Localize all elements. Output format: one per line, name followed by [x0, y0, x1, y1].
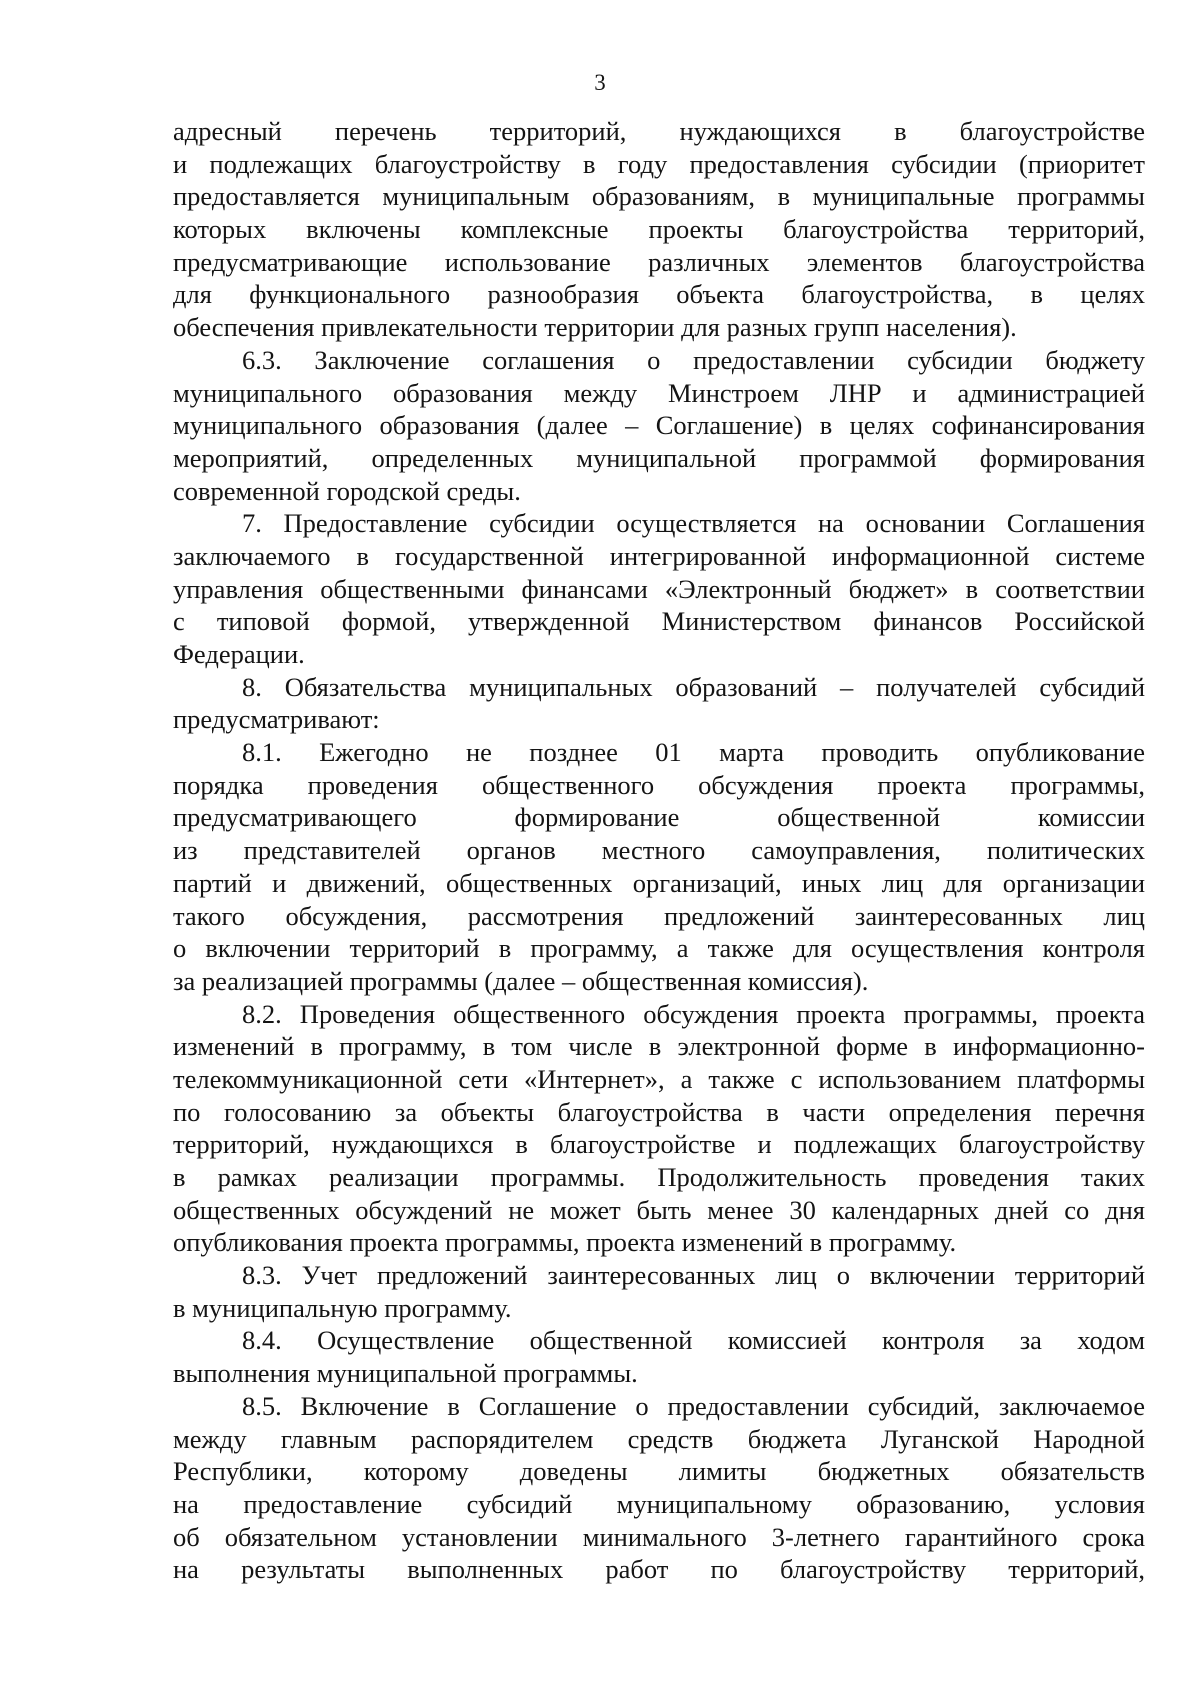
text-line: для функционального разнообразия объекта благоустройства, в целях [173, 279, 1145, 310]
text-line: 8.3. Учет предложений заинтересованных лиц о включении территорий [242, 1260, 1145, 1291]
text-line: 7. Предоставление субсидии осуществляется на основании Соглашения [242, 508, 1145, 539]
text-line: предоставляется муниципальным образованиям, в муниципальные программы [173, 181, 1145, 212]
text-line: заключаемого в государственной интегрированной информационной системе [173, 540, 1145, 571]
text-line: в рамках реализации программы. Продолжительность проведения таких [173, 1162, 1145, 1192]
text-line: 8.2. Проведения общественного обсуждения проекта программы, проекта [242, 998, 1145, 1029]
text-line: адресный перечень территорий, нуждающихся в благоустройстве [173, 116, 1145, 146]
text-line: о включении территорий в программу, а также для осуществления контроля [173, 933, 1145, 964]
text-line: с типовой формой, утвержденной Министерством финансов Российской [173, 606, 1145, 637]
text-line: 8. Обязательства муниципальных образований – получателей субсидий [242, 671, 1145, 702]
text-line: выполнения муниципальной программы. [173, 1358, 638, 1389]
text-line: 8.5. Включение в Соглашение о предоставлении субсидий, заключаемое [242, 1390, 1145, 1421]
text-line: современной городской среды. [173, 475, 521, 506]
text-line: изменений в программу, в том числе в электронной форме в информационно- [173, 1031, 1145, 1062]
text-line: порядка проведения общественного обсуждения проекта программы, [173, 769, 1145, 800]
text-line: и подлежащих благоустройству в году предоставления субсидии (приоритет [173, 148, 1145, 179]
text-line: общественных обсуждений не может быть менее 30 календарных дней со дня [173, 1194, 1145, 1225]
text-line: на предоставление субсидий муниципальному образованию, условия [173, 1488, 1145, 1519]
text-line: между главным распорядителем средств бюджета Луганской Народной [173, 1423, 1145, 1454]
text-line: за реализацией программы (далее – общественная комиссия). [173, 965, 869, 996]
text-line: управления общественными финансами «Электронный бюджет» в соответствии [173, 573, 1145, 604]
text-line: об обязательном установлении минимального 3-летнего гарантийного срока [173, 1521, 1145, 1552]
text-line: Федерации. [173, 639, 305, 669]
text-line: предусматривающие использование различных элементов благоустройства [173, 246, 1145, 277]
text-line: которых включены комплексные проекты благоустройства территорий, [173, 214, 1145, 245]
text-line: территорий, нуждающихся в благоустройстве и подлежащих благоустройству [173, 1129, 1145, 1160]
text-line: 6.3. Заключение соглашения о предоставлении субсидии бюджету [242, 344, 1145, 375]
text-line: из представителей органов местного самоуправления, политических [173, 835, 1145, 866]
text-line: муниципального образования (далее – Соглашение) в целях софинансирования [173, 410, 1145, 441]
text-line: мероприятий, определенных муниципальной программой формирования [173, 442, 1145, 473]
text-line: опубликования проекта программы, проекта изменений в программу. [173, 1227, 957, 1258]
text-line: такого обсуждения, рассмотрения предложений заинтересованных лиц [173, 900, 1145, 931]
text-line: предусматривающего формирование общественной комиссии [173, 802, 1145, 833]
text-line: 8.1. Ежегодно не позднее 01 марта проводить опубликование [242, 737, 1145, 768]
text-line: партий и движений, общественных организаций, иных лиц для организации [173, 867, 1145, 898]
text-line: муниципального образования между Минстроем ЛНР и администрацией [173, 377, 1145, 408]
document-body [173, 115, 1145, 1586]
text-line: телекоммуникационной сети «Интернет», а также с использованием платформы [173, 1063, 1145, 1094]
text-line: предусматривают: [173, 704, 380, 735]
page-number: 3 [594, 70, 606, 95]
text-line: на результаты выполненных работ по благоустройству территорий, [173, 1554, 1145, 1585]
text-line: обеспечения привлекательности территории для разных групп населения). [173, 312, 1017, 343]
text-line: Республики, которому доведены лимиты бюджетных обязательств [173, 1456, 1145, 1487]
text-line: в муниципальную программу. [173, 1292, 512, 1323]
text-line: 8.4. Осуществление общественной комиссией контроля за ходом [242, 1325, 1145, 1356]
text-line: по голосованию за объекты благоустройства в части определения перечня [173, 1096, 1145, 1127]
